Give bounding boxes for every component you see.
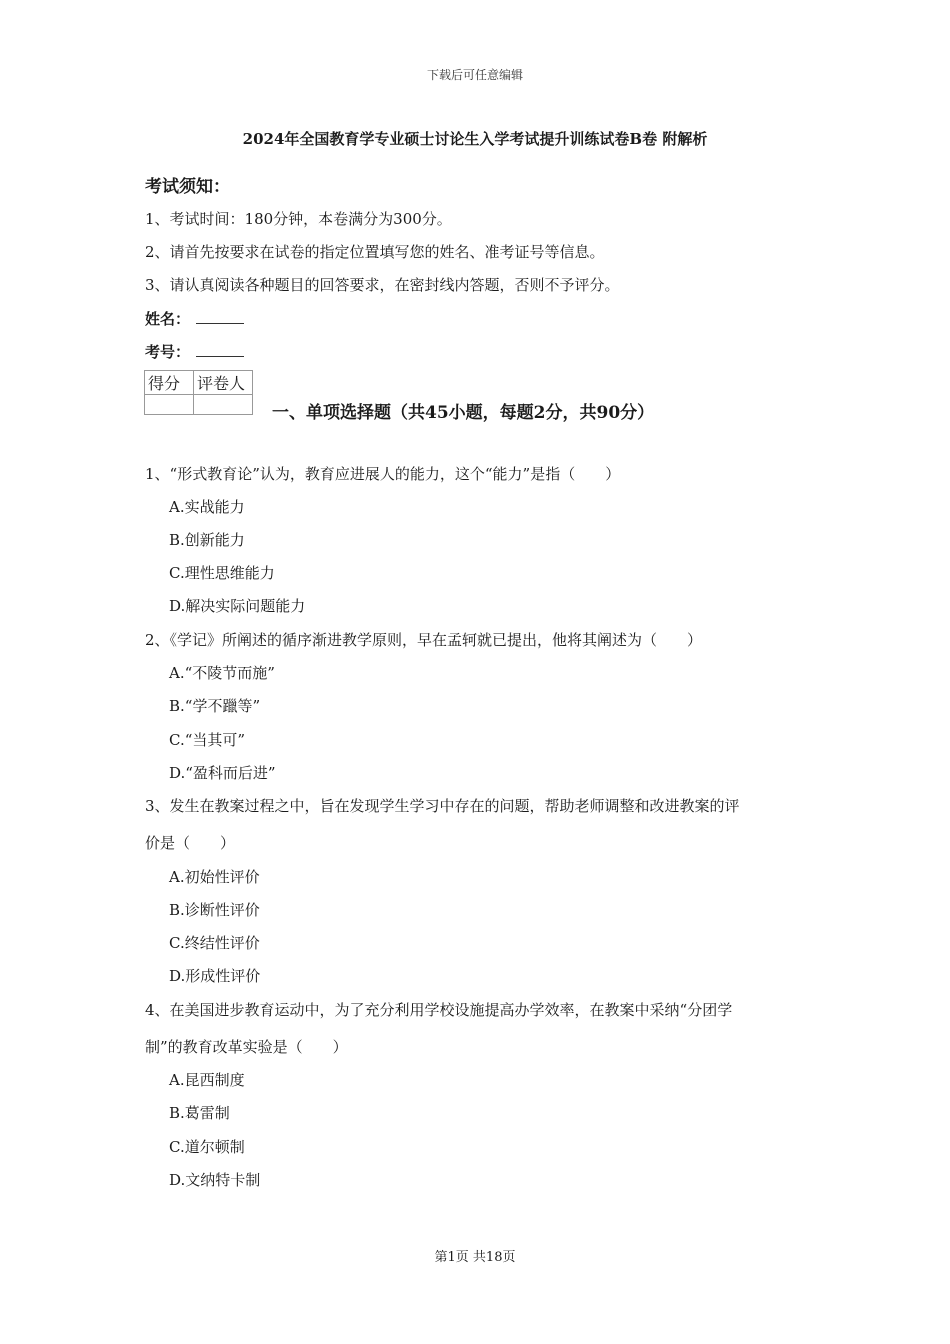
question-option: C.道尔顿制: [169, 1138, 245, 1156]
score-table: [144, 370, 253, 415]
name-blank[interactable]: [196, 309, 244, 324]
question-text-continued: 价是（ ）: [145, 834, 236, 852]
question-option: D.文纳特卡制: [169, 1171, 261, 1189]
question-option: D.形成性评价: [169, 967, 261, 985]
section-title: 一、单项选择题（共45小题，每题2分，共90分）: [272, 403, 655, 423]
question-text: 4、在美国进步教育运动中，为了充分利用学校设施提高办学效率，在教案中采纳“分团学: [145, 1001, 733, 1019]
grader-cell[interactable]: [194, 395, 253, 415]
page-footer: 第1页 共18页: [434, 1250, 516, 1265]
question-option: B.葛雷制: [169, 1104, 230, 1122]
id-field: [145, 341, 244, 362]
header-note: 下载后可任意编辑: [426, 68, 523, 82]
question-option: B.“学不躐等”: [169, 697, 261, 715]
question-option: B.创新能力: [169, 531, 245, 549]
notice-heading: 考试须知：: [145, 177, 230, 197]
question-option: C.理性思维能力: [169, 564, 275, 582]
question-text: 2、《学记》所阐述的循序渐进教学原则，早在孟轲就已提出，他将其阐述为（ ）: [145, 631, 703, 649]
id-label: 考号：: [145, 343, 191, 361]
score-cell[interactable]: [145, 395, 194, 415]
question-option: A.昆西制度: [169, 1071, 245, 1089]
question-option: D.“盈科而后进”: [169, 764, 276, 782]
score-header: 得分: [145, 371, 194, 395]
question-option: A.“不陵节而施”: [169, 664, 275, 682]
grader-header: 评卷人: [194, 371, 253, 395]
notice-item: 2、请首先按要求在试卷的指定位置填写您的姓名、准考证号等信息。: [145, 243, 605, 261]
name-label: 姓名：: [145, 310, 191, 328]
question-option: D.解决实际问题能力: [169, 597, 306, 615]
notice-item: 3、请认真阅读各种题目的回答要求，在密封线内答题，否则不予评分。: [145, 276, 620, 294]
question-option: C.“当其可”: [169, 731, 246, 749]
notice-item: 1、考试时间：180分钟，本卷满分为300分。: [145, 210, 452, 228]
question-text-continued: 制”的教育改革实验是（ ）: [145, 1038, 348, 1056]
question-option: C.终结性评价: [169, 934, 260, 952]
question-option: B.诊断性评价: [169, 901, 260, 919]
question-text: 3、发生在教案过程之中，旨在发现学生学习中存在的问题，帮助老师调整和改进教案的评: [145, 797, 740, 815]
question-text: 1、“形式教育论”认为，教育应进展人的能力，这个“能力”是指（ ）: [145, 465, 621, 483]
document-title: 2024年全国教育学专业硕士讨论生入学考试提升训练试卷B卷 附解析: [242, 130, 708, 148]
id-blank[interactable]: [196, 342, 244, 357]
question-option: A.初始性评价: [169, 868, 260, 886]
name-field: [145, 308, 244, 329]
question-option: A.实战能力: [169, 498, 245, 516]
